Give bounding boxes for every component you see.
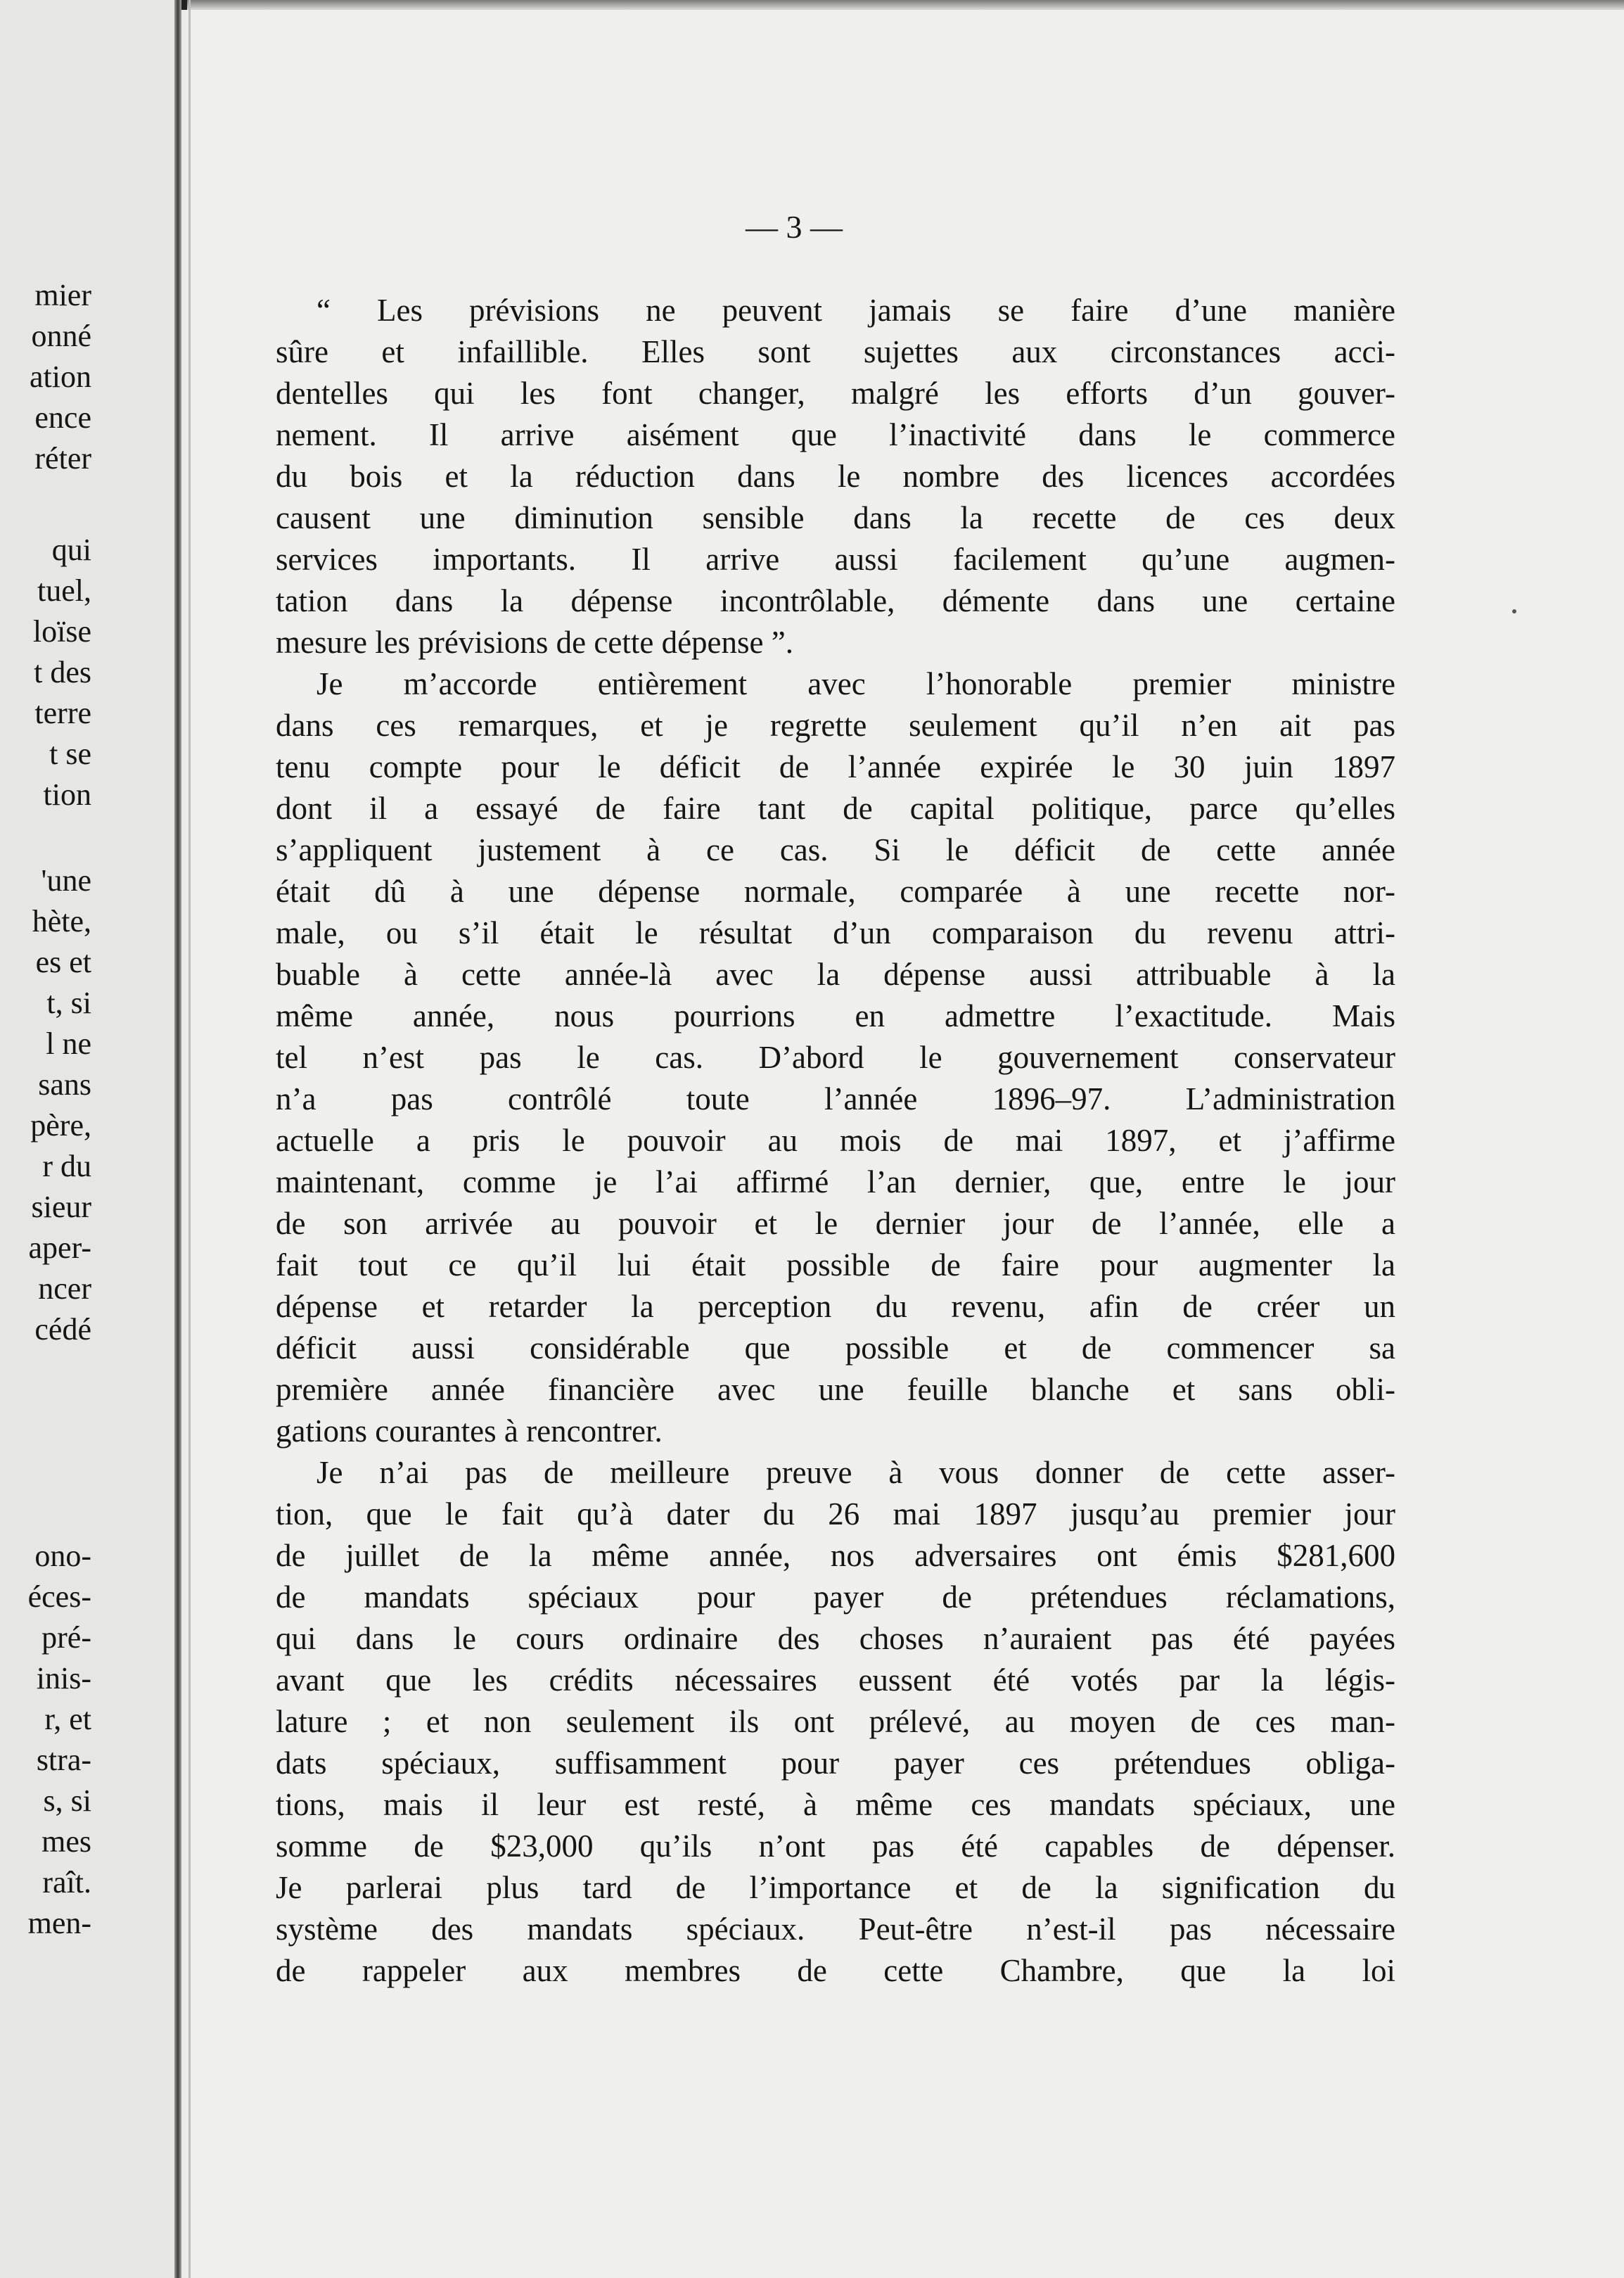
text-line: dans ces remarques, et je regrette seulement qu’il n’en ait pas <box>276 708 1395 743</box>
left-facing-page <box>0 0 176 2278</box>
text-line: gations courantes à rencontrer. <box>276 1413 663 1449</box>
text-line: s’appliquent justement à ce cas. Si le déficit de cette année <box>276 832 1395 867</box>
left-fragment-line: r, et <box>44 1702 91 1736</box>
text-line: dentelles qui les font changer, malgré les efforts d’un gouver- <box>276 376 1395 411</box>
left-fragment-line: inis- <box>36 1661 91 1695</box>
text-line: Je m’accorde entièrement avec l’honorable premier ministre <box>317 666 1395 701</box>
left-fragment-line: hète, <box>32 904 91 938</box>
text-line: lature ; et non seulement ils ont prélevé, au moyen de ces man- <box>276 1704 1395 1739</box>
left-fragment-line: t des <box>34 655 91 689</box>
text-line: tion, que le fait qu’à dater du 26 mai 1897 jusqu’au premier jour <box>276 1496 1395 1532</box>
text-line: système des mandats spéciaux. Peut-être n’est-il pas nécessaire <box>276 1911 1395 1947</box>
left-fragment-line: mes <box>41 1824 91 1859</box>
text-line: Je parlerai plus tard de l’importance et de la signification du <box>276 1870 1395 1905</box>
text-line: qui dans le cours ordinaire des choses n’auraient pas été payées <box>276 1621 1395 1656</box>
left-fragment-line: ncer <box>38 1271 91 1306</box>
text-line: tions, mais il leur est resté, à même ces mandats spéciaux, une <box>276 1787 1395 1822</box>
text-line: male, ou s’il était le résultat d’un comparaison du revenu attri- <box>276 915 1395 950</box>
text-line: du bois et la réduction dans le nombre des licences accordées <box>276 459 1395 494</box>
left-fragment-line: loïse <box>32 614 91 649</box>
text-line: de mandats spéciaux pour payer de prétendues réclamations, <box>276 1579 1395 1615</box>
left-fragment-line: éces- <box>27 1579 91 1614</box>
text-line: Je n’ai pas de meilleure preuve à vous donner de cette asser- <box>317 1455 1395 1490</box>
text-line: de juillet de la même année, nos adversaires ont émis $281,600 <box>276 1538 1395 1573</box>
text-line: maintenant, comme je l’ai affirmé l’an dernier, que, entre le jour <box>276 1164 1395 1200</box>
text-line: tel n’est pas le cas. D’abord le gouvernement conservateur <box>276 1040 1395 1075</box>
text-line: causent une diminution sensible dans la recette de ces deux <box>276 500 1395 535</box>
text-line: même année, nous pourrions en admettre l’exactitude. Mais <box>276 998 1395 1033</box>
book-gutter <box>174 0 181 2278</box>
left-fragment-line: qui <box>51 533 91 567</box>
text-line: de rappeler aux membres de cette Chambre, que la loi <box>276 1953 1395 1988</box>
page-number: — 3 — <box>746 209 843 245</box>
left-fragment-line: mier <box>34 278 91 312</box>
text-line: somme de $23,000 qu’ils n’ont pas été capables de dépenser. <box>276 1828 1395 1864</box>
text-line: déficit aussi considérable que possible et de commencer sa <box>276 1330 1395 1366</box>
left-fragment-line: terre <box>34 696 91 730</box>
text-line: dépense et retarder la perception du revenu, afin de créer un <box>276 1289 1395 1324</box>
text-line: première année financière avec une feuille blanche et sans obli- <box>276 1372 1395 1407</box>
left-fragment-line: r du <box>42 1149 91 1183</box>
paper-speck <box>1512 609 1516 613</box>
text-line: sûre et infaillible. Elles sont sujettes aux circonstances acci- <box>276 334 1395 369</box>
gutter-shadow-line <box>188 0 191 2278</box>
left-fragment-line: onné <box>31 319 91 353</box>
text-line: “ Les prévisions ne peuvent jamais se faire d’une manière <box>317 293 1395 328</box>
left-fragment-line: 'une <box>41 863 91 898</box>
left-fragment-line: ation <box>30 359 91 394</box>
left-fragment-line: l ne <box>46 1026 91 1061</box>
text-line: de son arrivée au pouvoir et le dernier jour de l’année, elle a <box>276 1206 1395 1241</box>
left-fragment-line: ence <box>34 400 91 435</box>
left-fragment-line: s, si <box>43 1783 91 1818</box>
text-line: services importants. Il arrive aussi facilement qu’une augmen- <box>276 542 1395 577</box>
text-line: fait tout ce qu’il lui était possible de faire pour augmenter la <box>276 1247 1395 1283</box>
text-line: avant que les crédits nécessaires eussent été votés par la légis- <box>276 1662 1395 1698</box>
left-fragment-line: raît. <box>42 1865 91 1900</box>
left-fragment-line: père, <box>30 1108 91 1143</box>
left-fragment-line: cédé <box>34 1312 91 1347</box>
left-fragment-line: réter <box>34 441 91 476</box>
left-fragment-line: sans <box>38 1067 91 1102</box>
left-fragment-line: t se <box>49 737 91 771</box>
left-fragment-line: tuel, <box>37 573 91 608</box>
text-line: actuelle a pris le pouvoir au mois de mai 1897, et j’affirme <box>276 1123 1395 1158</box>
left-fragment-line: aper- <box>28 1230 91 1265</box>
text-line: dont il a essayé de faire tant de capital politique, parce qu’elles <box>276 791 1395 826</box>
left-fragment-line: pré- <box>41 1620 91 1655</box>
text-line: nement. Il arrive aisément que l’inactivité dans le commerce <box>276 417 1395 452</box>
left-fragment-line: tion <box>43 777 91 812</box>
text-line: était dû à une dépense normale, comparée à une recette nor- <box>276 874 1395 909</box>
left-fragment-line: ono- <box>34 1539 91 1573</box>
left-fragment-line: sieur <box>31 1190 91 1224</box>
text-line: mesure les prévisions de cette dépense ”. <box>276 625 793 660</box>
text-line: tation dans la dépense incontrôlable, démente dans une certaine <box>276 583 1395 618</box>
text-line: tenu compte pour le déficit de l’année expirée le 30 juin 1897 <box>276 749 1395 784</box>
left-fragment-line: t, si <box>46 986 91 1020</box>
text-line: dats spéciaux, suffisamment pour payer ces prétendues obliga- <box>276 1745 1395 1781</box>
page-top-edge <box>0 0 1624 10</box>
left-fragment-line: men- <box>27 1906 91 1940</box>
left-fragment-line: es et <box>35 945 91 979</box>
text-line: n’a pas contrôlé toute l’année 1896–97. L’administration <box>276 1081 1395 1116</box>
text-line: buable à cette année-là avec la dépense aussi attribuable à la <box>276 957 1395 992</box>
left-fragment-line: stra- <box>36 1743 91 1777</box>
